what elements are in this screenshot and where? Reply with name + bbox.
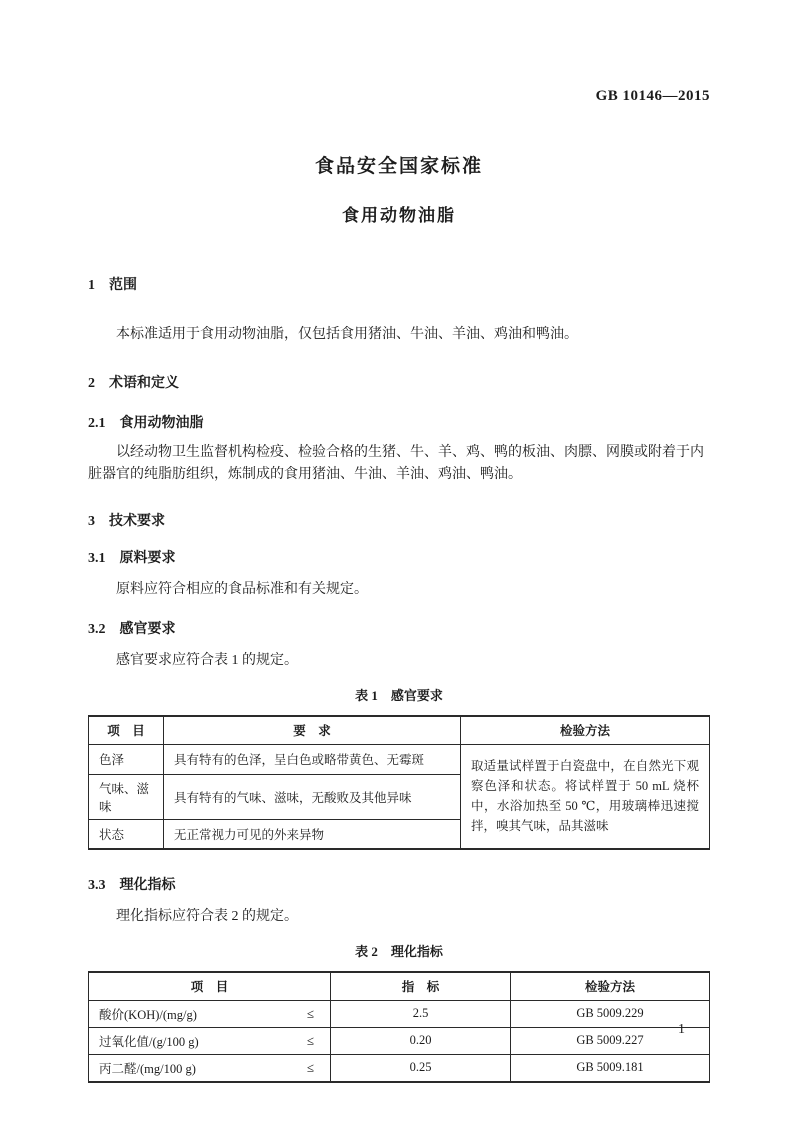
indicator-name: 丙二醛/(mg/100 g) [99,1061,196,1076]
table1-method-cell: 取适量试样置于白瓷盘中，在自然光下观察色泽和状态。将试样置于 50 mL 烧杯中，水浴加热至 50 ℃，用玻璃棒迅速搅拌，嗅其气味，品其滋味 [461,744,710,849]
indicator-name: 过氧化值/(g/100 g) [99,1034,199,1049]
table1-header-item: 项 目 [89,716,164,744]
table1-requirement-cell: 具有特有的色泽，呈白色或略带黄色、无霉斑 [164,744,461,774]
section-1-heading: 1 范围 [88,278,137,293]
section-2-heading: 2 术语和定义 [88,376,179,391]
table2-caption: 表 2 理化指标 [355,944,443,959]
table2-header-item: 项 目 [89,972,331,1000]
table-row [89,1000,710,1027]
table2-header-indicator: 指 标 [331,972,511,1000]
physicochemical-indicators-table [88,971,710,1083]
section-3-3-paragraph: 理化指标应符合表 2 的规定。 [116,909,298,924]
section-3-2-paragraph: 感官要求应符合表 1 的规定。 [116,653,298,668]
table1-item-cell: 气味、滋味 [89,774,164,819]
table1-caption: 表 1 感官要求 [355,688,443,703]
table2-header-row [89,972,710,1000]
sensory-requirements-table [88,715,710,850]
table1-requirement-cell: 具有特有的气味、滋味，无酸败及其他异味 [164,774,461,819]
section-3-1-heading: 3.1 原料要求 [88,551,176,566]
section-3-2-heading: 3.2 感官要求 [88,622,176,637]
table1-header-row [89,716,710,744]
section-3-heading: 3 技术要求 [88,514,165,529]
section-3-3-heading: 3.3 理化指标 [88,878,176,893]
table-row [89,1027,710,1054]
doc-title-line1: 食品安全国家标准 [314,156,483,177]
table2-value-cell: 0.25 [331,1054,511,1082]
table2-value-cell: 0.20 [331,1027,511,1054]
section-2-1-paragraph: 以经动物卫生监督机构检疫、检验合格的生猪、牛、羊、鸡、鸭的板油、肉膘、网膜或附着于内脏器官的纯脂肪组织，炼制成的食用猪油、牛油、羊油、鸡油、鸭油。 [88,445,704,482]
table2-item-cell [89,1027,331,1054]
table2-method-cell: GB 5009.227 [511,1027,710,1054]
relation-symbol: ≤ [306,1032,314,1048]
relation-symbol: ≤ [306,1005,314,1021]
section-2-1-heading: 2.1 食用动物油脂 [88,416,204,431]
table2-header-method: 检验方法 [511,972,710,1000]
standard-number: GB 10146—2015 [595,88,710,104]
relation-symbol: ≤ [306,1059,314,1075]
table-row [89,1054,710,1082]
table1-header-requirement: 要 求 [164,716,461,744]
table2-item-cell [89,1054,331,1082]
table1-item-cell: 状态 [89,819,164,849]
table1-header-method: 检验方法 [461,716,710,744]
indicator-name: 酸价(KOH)/(mg/g) [99,1007,197,1022]
page-number: 1 [678,1022,685,1037]
table1-requirement-cell: 无正常视力可见的外来异物 [164,819,461,849]
table2-item-cell [89,1000,331,1027]
table-row [89,744,710,774]
table2-method-cell: GB 5009.229 [511,1000,710,1027]
section-1-paragraph: 本标准适用于食用动物油脂，仅包括食用猪油、牛油、羊油、鸡油和鸭油。 [116,327,578,342]
table2-value-cell: 2.5 [331,1000,511,1027]
table1-item-cell: 色泽 [89,744,164,774]
table2-method-cell: GB 5009.181 [511,1054,710,1082]
section-3-1-paragraph: 原料应符合相应的食品标准和有关规定。 [116,582,368,597]
doc-title-line2: 食用动物油脂 [342,206,456,225]
